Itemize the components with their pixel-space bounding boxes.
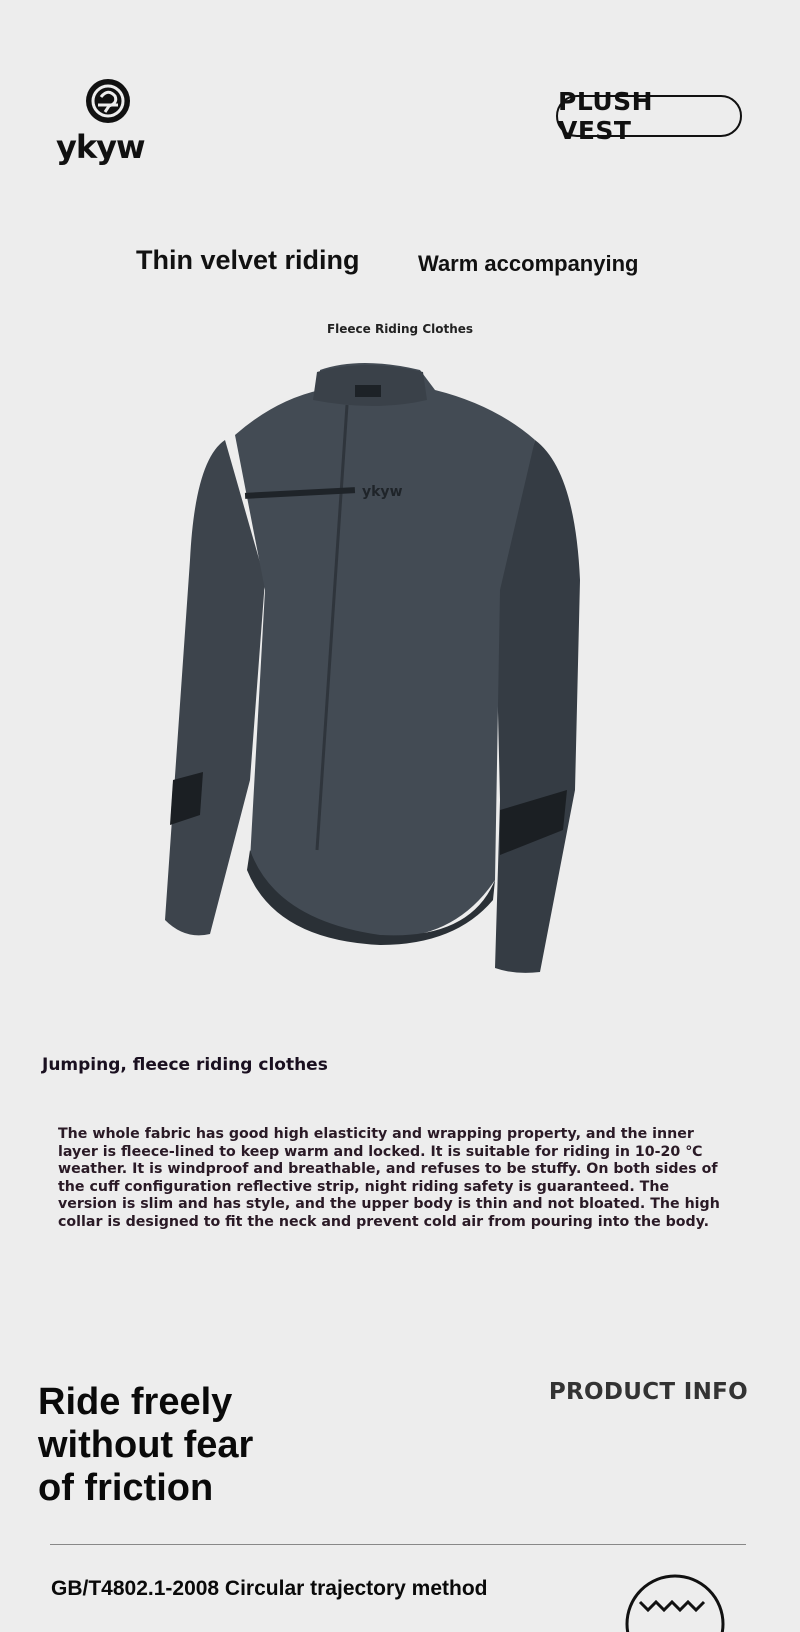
- description-line: layer is fleece-lined to keep warm and locked. It is suitable for riding in 10-20 ℃: [58, 1143, 703, 1160]
- brand-logo: [52, 76, 167, 182]
- product-description: [58, 1126, 748, 1231]
- feature-headline: [38, 1381, 358, 1510]
- description-line: the cuff configuration reflective strip, night riding safety is guaranteed. The: [58, 1178, 670, 1195]
- headline-line: Ride freely: [38, 1381, 233, 1423]
- brand-mark-icon: [85, 78, 131, 124]
- headline-line: without fear: [38, 1424, 254, 1466]
- headline-line: of friction: [38, 1467, 214, 1509]
- description-line: The whole fabric has good high elasticity and wrapping property, and the inner: [58, 1126, 694, 1142]
- wave-friction-icon: [620, 1572, 730, 1632]
- jacket-illustration: [155, 360, 605, 1010]
- section-title: Jumping, fleece riding clothes: [42, 1055, 328, 1075]
- heading-thin-velvet: Thin velvet riding: [136, 245, 360, 275]
- garment-logo-text: ykyw: [362, 484, 403, 500]
- standard-text: GB/T4802.1-2008 Circular trajectory method: [51, 1577, 488, 1600]
- description-line: version is slim and has style, and the upper body is thin and not bloated. The high: [58, 1196, 720, 1212]
- subheading: Fleece Riding Clothes: [326, 322, 474, 336]
- brand-logo-text: ykyw: [56, 128, 145, 166]
- plush-vest-badge: PLUSH VEST: [556, 95, 742, 137]
- description-line: collar is designed to fit the neck and prevent cold air from pouring into the body.: [58, 1213, 710, 1230]
- product-info-label: PRODUCT INFO: [548, 1379, 748, 1405]
- description-line: weather. It is windproof and breathable, and refuses to be stuffy. On both sides of: [58, 1161, 718, 1177]
- heading-warm-accompanying: Warm accompanying: [418, 251, 639, 276]
- divider: [50, 1544, 746, 1545]
